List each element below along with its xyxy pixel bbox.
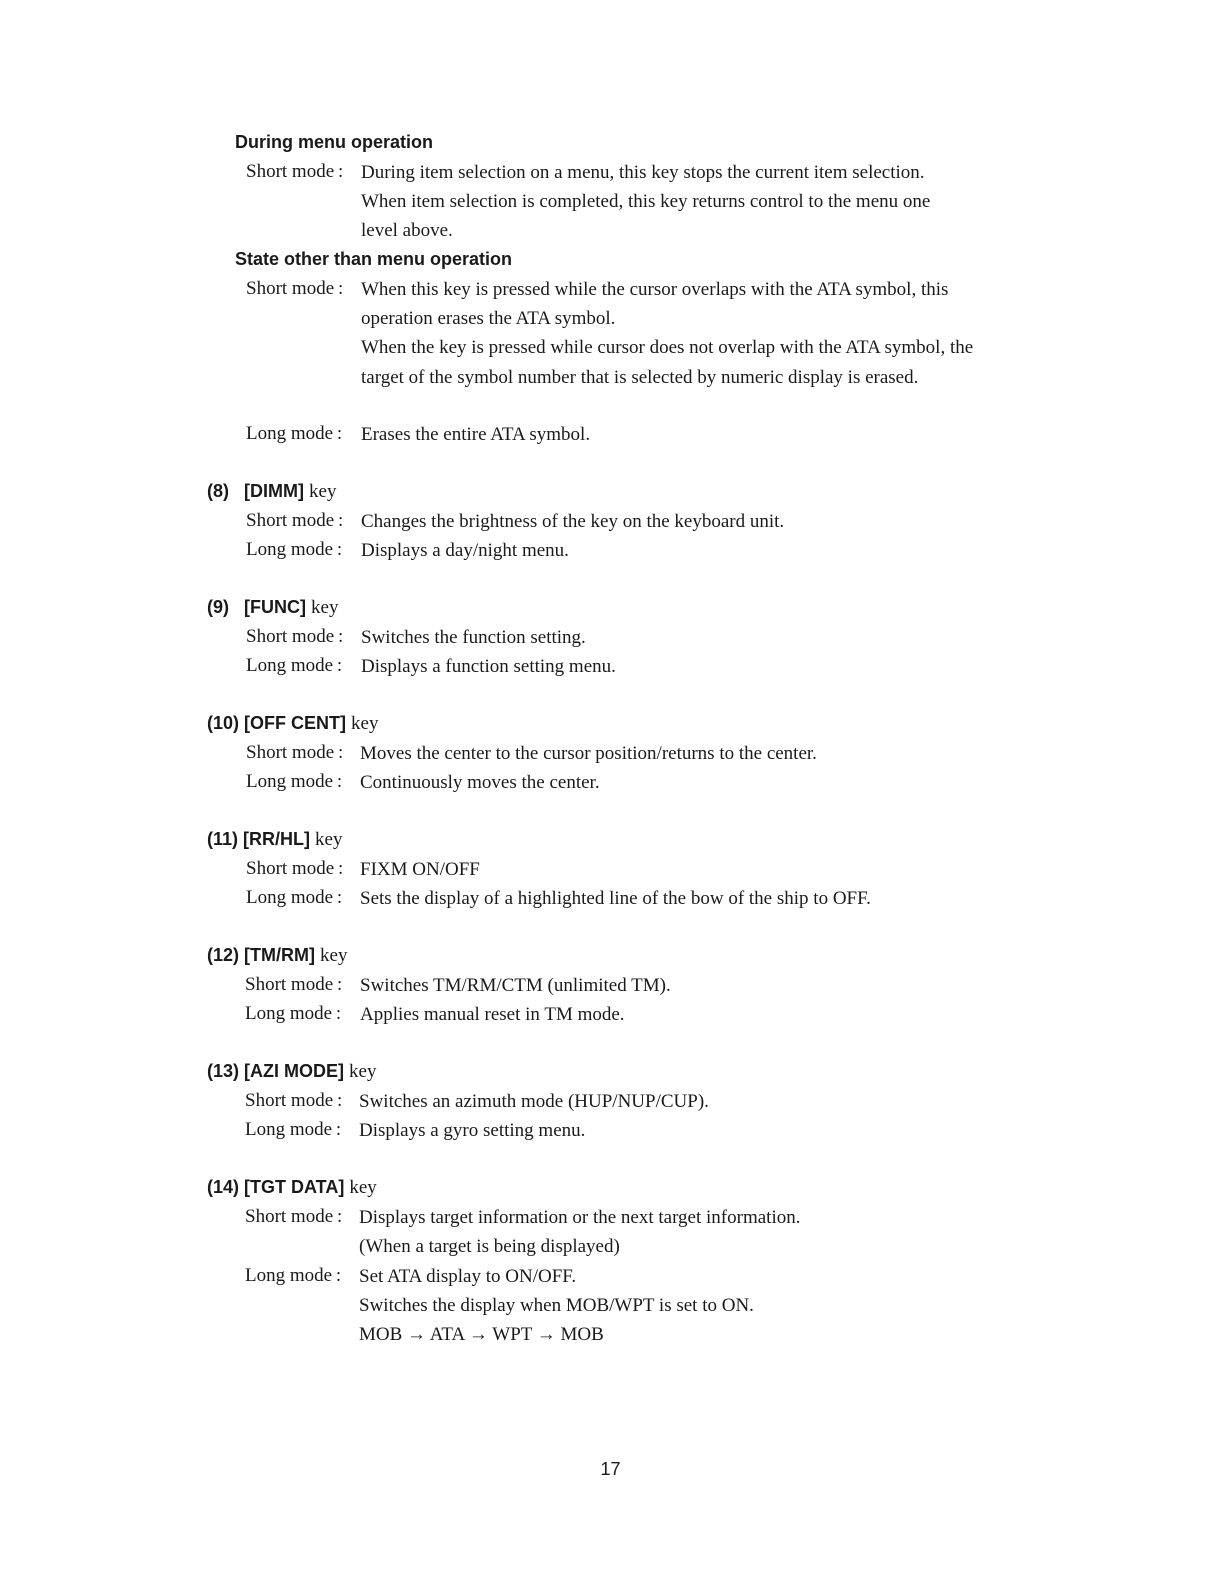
key-suffix: key <box>349 1177 377 1198</box>
short-mode-label: Short mode : <box>245 1090 343 1111</box>
key-suffix: key <box>311 597 339 618</box>
long-mode-label: Long mode : <box>246 539 343 560</box>
short-mode-text: FIXM ON/OFF <box>360 859 480 880</box>
other-short-mode-line-1: When this key is pressed while the cursor overlaps with the ATA symbol, this <box>361 279 949 300</box>
item-heading-azi-mode <box>207 1060 376 1083</box>
long-mode-text-3: MOB → ATA → WPT → MOB <box>359 1324 604 1345</box>
other-long-mode-label: Long mode : <box>246 423 343 444</box>
page-number: 17 <box>600 1459 621 1479</box>
long-mode-text: Applies manual reset in TM mode. <box>360 1004 625 1025</box>
long-mode-label: Long mode : <box>245 1119 342 1140</box>
short-mode-text: Switches the function setting. <box>361 627 586 648</box>
item-number: (11) <box>207 829 239 849</box>
short-mode-label: Short mode : <box>246 742 344 763</box>
key-name: [FUNC] <box>244 597 306 617</box>
long-mode-text-2: Switches the display when MOB/WPT is set to ON. <box>359 1295 754 1316</box>
short-mode-label: Short mode : <box>246 626 344 647</box>
short-mode-text: Moves the center to the cursor position/returns to the center. <box>360 743 817 764</box>
key-suffix: key <box>351 713 379 734</box>
other-long-mode-text: Erases the entire ATA symbol. <box>361 424 591 445</box>
other-short-mode-line-3: When the key is pressed while cursor does not overlap with the ATA symbol, the <box>361 337 974 358</box>
item-number: (12) <box>207 945 240 965</box>
key-name: [AZI MODE] <box>244 1061 345 1081</box>
item-heading-tgt-data <box>207 1176 377 1199</box>
short-mode-label: Short mode : <box>245 1206 343 1227</box>
key-suffix: key <box>320 945 348 966</box>
long-mode-label: Long mode : <box>246 887 343 908</box>
short-mode-label: Short mode : <box>246 510 344 531</box>
during-menu-heading: During menu operation <box>235 132 433 152</box>
item-number: (9) <box>207 597 229 617</box>
item-number: (10) <box>207 713 240 733</box>
item-number: (13) <box>207 1061 240 1081</box>
other-short-mode-line-2: operation erases the ATA symbol. <box>361 308 616 329</box>
long-mode-label: Long mode : <box>245 1003 342 1024</box>
item-heading-tm-rm <box>207 944 347 967</box>
item-number: (14) <box>207 1177 240 1197</box>
short-mode-text: Changes the brightness of the key on the keyboard unit. <box>361 511 785 532</box>
long-mode-label: Long mode : <box>246 771 343 792</box>
long-mode-label: Long mode : <box>246 655 343 676</box>
key-suffix: key <box>349 1061 377 1082</box>
other-short-mode-label: Short mode : <box>246 278 344 299</box>
short-mode-text-2: (When a target is being displayed) <box>359 1236 620 1257</box>
other-state-heading: State other than menu operation <box>235 249 513 269</box>
long-mode-text: Sets the display of a highlighted line of the bow of the ship to OFF. <box>360 888 871 909</box>
key-name: [TGT DATA] <box>244 1177 345 1197</box>
item-heading-func <box>207 596 338 619</box>
during-short-mode-line-1: During item selection on a menu, this key stops the current item selection. <box>361 162 925 183</box>
long-mode-text: Displays a gyro setting menu. <box>359 1120 586 1141</box>
key-suffix: key <box>309 481 337 502</box>
long-mode-text: Displays a day/night menu. <box>361 540 569 561</box>
during-short-mode-label: Short mode : <box>246 161 344 182</box>
other-short-mode-line-4: target of the symbol number that is selected by numeric display is erased. <box>361 367 919 388</box>
long-mode-text: Set ATA display to ON/OFF. <box>359 1266 577 1287</box>
long-mode-label: Long mode : <box>245 1265 342 1286</box>
long-mode-text: Continuously moves the center. <box>360 772 600 793</box>
item-heading-dimm <box>207 480 336 503</box>
short-mode-text: Displays target information or the next target information. <box>359 1207 801 1228</box>
key-name: [TM/RM] <box>244 945 316 965</box>
item-number: (8) <box>207 481 229 501</box>
item-heading-off-cent <box>207 712 378 735</box>
short-mode-text: Switches TM/RM/CTM (unlimited TM). <box>360 975 671 996</box>
key-name: [RR/HL] <box>243 829 311 849</box>
key-name: [OFF CENT] <box>244 713 347 733</box>
key-name: [DIMM] <box>244 481 304 501</box>
short-mode-label: Short mode : <box>245 974 343 995</box>
during-short-mode-line-3: level above. <box>361 220 453 241</box>
short-mode-label: Short mode : <box>246 858 344 879</box>
item-heading-rr-hl <box>207 828 342 851</box>
during-short-mode-line-2: When item selection is completed, this key returns control to the menu one <box>361 191 931 212</box>
key-suffix: key <box>315 829 343 850</box>
long-mode-text: Displays a function setting menu. <box>361 656 616 677</box>
short-mode-text: Switches an azimuth mode (HUP/NUP/CUP). <box>359 1091 709 1112</box>
